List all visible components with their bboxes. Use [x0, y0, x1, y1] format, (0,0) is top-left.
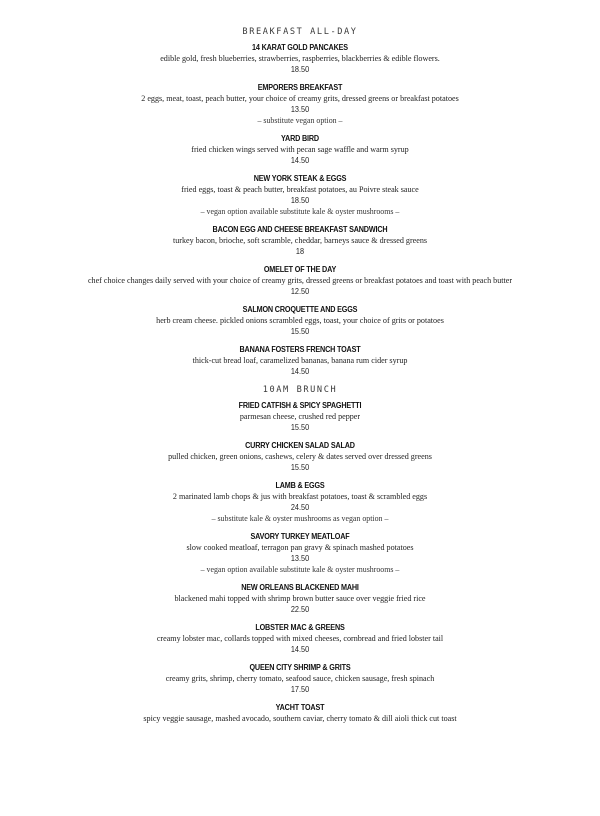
item-name: BACON EGG AND CHEESE BREAKFAST SANDWICH	[212, 224, 388, 234]
item-price: 15.50	[290, 326, 310, 336]
item-name: EMPORERS BREAKFAST	[257, 82, 343, 92]
item-price: 18.50	[290, 64, 310, 74]
item-note: – substitute vegan option –	[257, 116, 343, 125]
menu-item-shrimp-and-grits	[0, 662, 600, 695]
item-description: parmesan cheese, crushed red pepper	[239, 412, 361, 421]
item-description: fried chicken wings served with pecan sage waffle and warm syrup	[191, 145, 409, 154]
menu-page	[0, 27, 600, 731]
menu-item-curry-chicken-salad	[0, 440, 600, 473]
item-description: slow cooked meatloaf, terragon pan gravy & spinach mashed potatoes	[186, 543, 414, 552]
menu-item-yard-bird	[0, 133, 600, 166]
item-description: creamy lobster mac, collards topped with mixed cheeses, cornbread and fried lobster tail	[156, 634, 444, 643]
item-name: LAMB & EGGS	[275, 480, 325, 490]
menu-item-breakfast-sandwich	[0, 224, 600, 257]
menu-item-omelet	[0, 264, 600, 297]
item-description: 2 marinated lamb chops & jus with breakfast potatoes, toast & scrambled eggs	[172, 492, 428, 501]
item-price: 13.50	[290, 553, 310, 563]
item-price: 14.50	[290, 155, 310, 165]
menu-item-emporers-breakfast	[0, 82, 600, 126]
item-description: thick-cut bread loaf, caramelized bananas, banana rum cider syrup	[192, 356, 408, 365]
item-price: 12.50	[290, 286, 310, 296]
item-price: 18.50	[290, 195, 310, 205]
menu-item-steak-and-eggs	[0, 173, 600, 217]
item-price: 22.50	[290, 604, 310, 614]
item-name: NEW ORLEANS BLACKENED MAHI	[241, 582, 359, 592]
menu-item-gold-pancakes	[0, 42, 600, 75]
item-name: CURRY CHICKEN SALAD SALAD	[245, 440, 355, 450]
item-name: YACHT TOAST	[275, 702, 325, 712]
item-name: YARD BIRD	[281, 133, 319, 143]
item-description: creamy grits, shrimp, cherry tomato, seafood sauce, chicken sausage, fresh spinach	[165, 674, 435, 683]
item-note: – substitute kale & oyster mushrooms as vegan option –	[211, 514, 389, 523]
item-description: edible gold, fresh blueberries, strawberries, raspberries, blackberries & edible flowers.	[160, 54, 440, 63]
item-description: fried eggs, toast & peach butter, breakfast potatoes, au Poivre steak sauce	[181, 185, 419, 194]
item-name: FRIED CATFISH & SPICY SPAGHETTI	[238, 400, 362, 410]
menu-item-catfish-spaghetti	[0, 400, 600, 433]
item-price: 15.50	[290, 422, 310, 432]
item-price: 14.50	[290, 366, 310, 376]
menu-item-blackened-mahi	[0, 582, 600, 615]
item-description: blackened mahi topped with shrimp brown butter sauce over veggie fried rice	[174, 594, 426, 603]
item-description: 2 eggs, meat, toast, peach butter, your choice of creamy grits, dressed greens or breakfast potatoes	[141, 94, 459, 103]
item-price: 14.50	[290, 644, 310, 654]
item-note: – vegan option available substitute kale & oyster mushrooms –	[200, 207, 400, 216]
menu-item-salmon-croquette	[0, 304, 600, 337]
item-description: pulled chicken, green onions, cashews, celery & dates served over dressed greens	[168, 452, 432, 461]
item-name: 14 KARAT GOLD PANCAKES	[252, 42, 348, 52]
item-price: 13.50	[290, 104, 310, 114]
item-description: turkey bacon, brioche, soft scramble, cheddar, barneys sauce & dressed greens	[172, 236, 428, 245]
menu-item-french-toast	[0, 344, 600, 377]
item-name: SAVORY TURKEY MEATLOAF	[250, 531, 350, 541]
item-name: LOBSTER MAC & GREENS	[255, 622, 345, 632]
item-name: NEW YORK STEAK & EGGS	[253, 173, 347, 183]
item-name: BANANA FOSTERS FRENCH TOAST	[239, 344, 361, 354]
menu-item-lobster-mac	[0, 622, 600, 655]
item-name: SALMON CROQUETTE AND EGGS	[242, 304, 358, 314]
menu-item-yacht-toast	[0, 702, 600, 724]
menu-item-turkey-meatloaf	[0, 531, 600, 575]
item-description: herb cream cheese. pickled onions scrambled eggs, toast, your choice of grits or potatoes	[156, 316, 444, 325]
item-price: 18	[295, 246, 305, 256]
item-price: 17.50	[290, 684, 310, 694]
item-price: 15.50	[290, 462, 310, 472]
menu-item-lamb-and-eggs	[0, 480, 600, 524]
item-description: spicy veggie sausage, mashed avocado, southern caviar, cherry tomato & dill aioli thick cut toast	[143, 714, 457, 723]
item-price: 24.50	[290, 502, 310, 512]
section-title-breakfast: BREAKFAST ALL-DAY	[242, 27, 358, 37]
item-description: chef choice changes daily served with your choice of creamy grits, dressed greens or breakfast potatoes and toast with peach butter	[87, 276, 513, 285]
item-name: OMELET OF THE DAY	[263, 264, 337, 274]
section-title-brunch: 10AM BRUNCH	[262, 385, 338, 395]
item-name: QUEEN CITY SHRIMP & GRITS	[249, 662, 351, 672]
item-note: – vegan option available substitute kale & oyster mushrooms –	[200, 565, 400, 574]
